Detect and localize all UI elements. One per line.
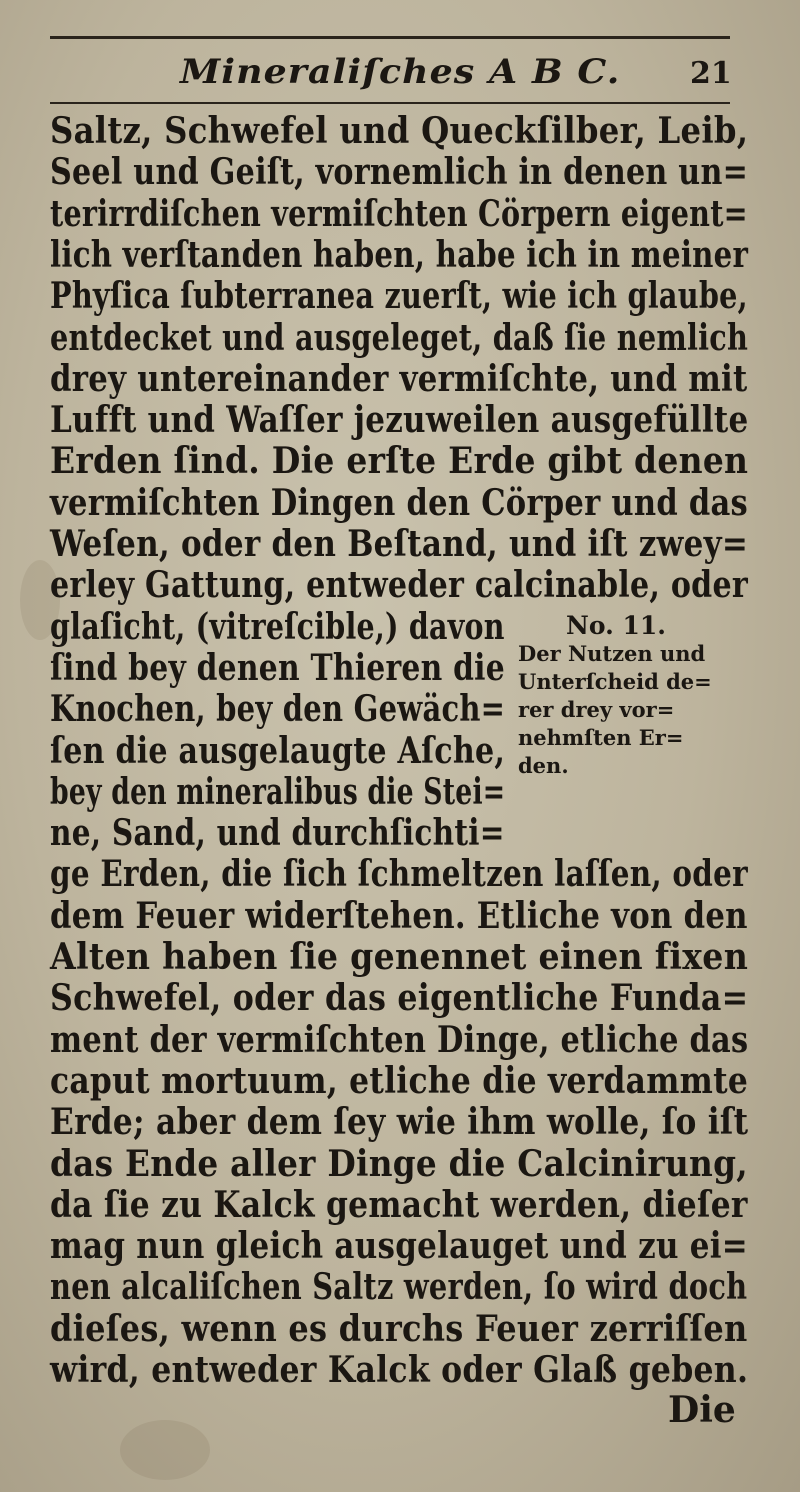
text-line: vermiſchten Dingen den Cörper und das (50, 481, 748, 524)
text-line: drey untereinander vermiſchte, und mit (50, 357, 748, 400)
text-line: Alten haben ſie genennet einen fixen (50, 936, 749, 978)
text-line: ſind bey denen Thieren die (50, 646, 505, 689)
text-line: Knochen, bey den Gewäch= (50, 688, 506, 731)
text-line: bey den mineralibus die Stei= (50, 770, 506, 813)
text-line: caput mortuum, etliche die verdammte (50, 1059, 749, 1102)
text-line: ne, Sand, und durchſichti= (50, 812, 505, 855)
catchword: Die (668, 1389, 736, 1432)
text-line: ment der vermiſchten Dinge, etliche das (50, 1018, 749, 1061)
marginal-note-line: Der Nutzen und (518, 640, 706, 666)
text-line: das Ende aller Dinge die Calcinirung, (50, 1142, 748, 1185)
text-line: dem Feuer widerſtehen. Etliche von den (50, 894, 748, 937)
text-line: Saltz, Schwefel und Queckſilber, Leib, (50, 110, 749, 152)
marginal-note-number: No. 11. (566, 610, 666, 640)
text-line: erley Gattung, entweder calcinable, oder (50, 564, 748, 607)
text-line: Schwefel, oder das eigentliche Funda= (50, 977, 749, 1020)
text-line: dieſes, wenn es durchs Feuer zerriſſen (50, 1307, 748, 1350)
text-line: glaſicht, (vitreſcible,) davon (50, 605, 505, 648)
text-line: Seel und Geiſt, vornemlich in denen un= (50, 151, 749, 194)
text-line: Erde; aber dem ſey wie ihm wolle, ſo iſt (50, 1101, 749, 1144)
marginal-note-line: rer drey vor= (518, 696, 675, 722)
text-line: Phyſica ſubterranea zuerſt, wie ich glaube, (50, 275, 748, 318)
text-line: da ſie zu Kalck gemacht werden, dieſer (50, 1183, 748, 1226)
marginal-note-line: den. (518, 752, 569, 778)
text-line: lich verſtanden haben, habe ich in meiner (50, 233, 749, 276)
text-line: Erden ſind. Die erſte Erde gibt denen (50, 440, 749, 483)
text-line: mag nun gleich ausgelauget und zu ei= (50, 1225, 748, 1268)
page-number: 21 (690, 56, 732, 91)
text-line: ſen die ausgelaugte Aſche, (50, 729, 506, 772)
text-line: terirrdiſchen vermiſchten Cörpern eigent= (50, 192, 748, 235)
text-line: wird, entweder Kalck oder Glaß geben. (50, 1349, 749, 1391)
marginal-note-line: nehmſten Er= (518, 724, 684, 750)
text-line: Lufft und Waſſer jezuweilen ausgefüllte (50, 399, 749, 442)
text-line: nen alcaliſchen Saltz werden, ſo wird doch (50, 1266, 748, 1309)
text-line: Weſen, oder den Beſtand, und iſt zwey= (50, 523, 749, 565)
marginal-note-line: Unterſcheid de= (518, 668, 712, 694)
running-title: Mineraliſches A B C. (180, 52, 621, 92)
text-line: entdecket und ausgeleget, daß ſie nemlich (50, 316, 749, 359)
text-line: ge Erden, die ſich ſchmeltzen laſſen, oder (50, 853, 748, 896)
